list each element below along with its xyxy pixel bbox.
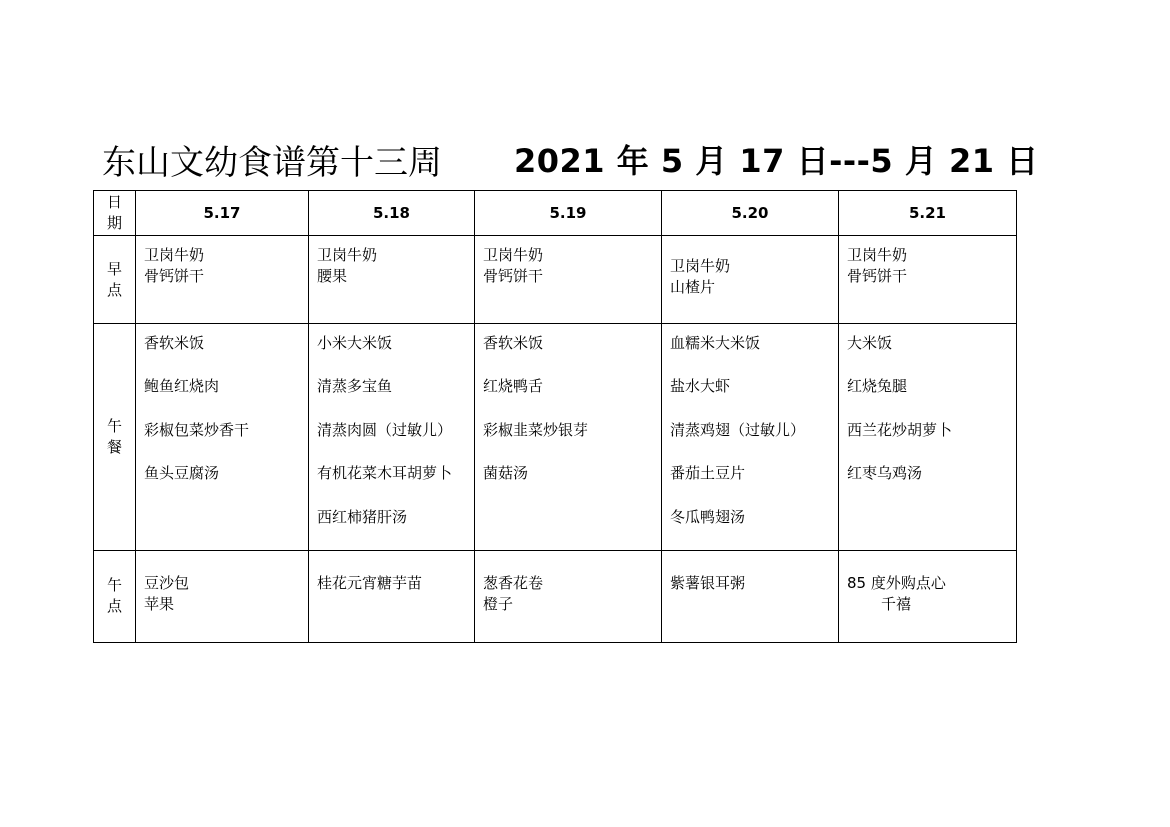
menu-item: 西兰花炒胡萝卜 (847, 420, 953, 439)
menu-item: 卫岗牛奶 (847, 246, 908, 264)
lunch-cell (136, 324, 309, 551)
menu-item: 盐水大虾 (670, 377, 731, 396)
menu-item: 橙子 (483, 594, 514, 613)
menu-item: 红烧鸭舌 (483, 377, 544, 396)
breakfast-cell (662, 236, 839, 324)
menu-item: 彩椒韭菜炒银芽 (483, 420, 589, 439)
snack-row (94, 550, 1017, 642)
date-cell: 5.19 (475, 191, 662, 236)
menu-item: 鲍鱼红烧肉 (144, 377, 220, 396)
snack-cell (475, 550, 662, 642)
menu-item: 骨钙饼干 (144, 267, 205, 285)
menu-item: 红枣乌鸡汤 (847, 464, 923, 483)
menu-item: 大米饭 (847, 334, 893, 352)
menu-item: 冬瓜鸭翅汤 (670, 507, 746, 526)
menu-item: 千禧 (881, 594, 912, 613)
row-label-snack: 午点 (94, 550, 136, 642)
lunch-cell (475, 324, 662, 551)
weekly-menu-table (93, 190, 1017, 643)
breakfast-cell (839, 236, 1017, 324)
row-label-date: 日期 (94, 191, 136, 236)
menu-item: 鱼头豆腐汤 (144, 464, 220, 483)
date-cell: 5.18 (309, 191, 475, 236)
date-cell: 5.21 (839, 191, 1017, 236)
snack-cell (662, 550, 839, 642)
menu-item: 卫岗牛奶 (483, 246, 544, 264)
snack-cell (136, 550, 309, 642)
menu-item: 血糯米大米饭 (670, 334, 761, 352)
menu-title (102, 134, 1039, 184)
menu-item: 小米大米饭 (317, 334, 393, 352)
menu-item: 香软米饭 (144, 334, 205, 352)
menu-item: 葱香花卷 (483, 573, 544, 592)
snack-cell (839, 550, 1017, 642)
menu-item: 骨钙饼干 (483, 267, 544, 285)
school-week-title: 东山文幼食谱第十三周 (102, 142, 442, 183)
date-row (94, 191, 1017, 236)
menu-item: 清蒸肉圆（过敏儿） (317, 420, 453, 439)
menu-item: 山楂片 (670, 278, 716, 296)
menu-item: 菌菇汤 (483, 464, 529, 483)
breakfast-cell (309, 236, 475, 324)
date-cell: 5.17 (136, 191, 309, 236)
menu-item: 紫薯银耳粥 (670, 573, 746, 592)
menu-item: 香软米饭 (483, 334, 544, 352)
date-range: 2021 年 5 月 17 日---5 月 21 日 (514, 142, 1039, 180)
menu-item: 腰果 (317, 267, 348, 285)
menu-item: 清蒸鸡翅（过敏儿） (670, 420, 806, 439)
snack-cell (309, 550, 475, 642)
breakfast-cell (136, 236, 309, 324)
menu-item: 卫岗牛奶 (670, 257, 731, 275)
breakfast-cell (475, 236, 662, 324)
date-cell: 5.20 (662, 191, 839, 236)
menu-item: 有机花菜木耳胡萝卜 (317, 464, 453, 483)
lunch-cell (839, 324, 1017, 551)
lunch-cell (662, 324, 839, 551)
lunch-cell (309, 324, 475, 551)
lunch-row (94, 324, 1017, 551)
menu-item: 豆沙包 (144, 573, 190, 592)
menu-item: 卫岗牛奶 (317, 246, 378, 264)
row-label-lunch: 午餐 (94, 324, 136, 551)
menu-item: 卫岗牛奶 (144, 246, 205, 264)
menu-item: 骨钙饼干 (847, 267, 908, 285)
menu-item: 桂花元宵糖芋苗 (317, 573, 423, 592)
menu-item: 85 度外购点心 (847, 573, 946, 592)
menu-item: 番茄土豆片 (670, 464, 746, 483)
breakfast-row (94, 236, 1017, 324)
row-label-breakfast: 早点 (94, 236, 136, 324)
menu-item: 红烧兔腿 (847, 377, 908, 396)
menu-item: 清蒸多宝鱼 (317, 377, 393, 396)
menu-item: 苹果 (144, 594, 175, 613)
menu-item: 彩椒包菜炒香干 (144, 420, 250, 439)
menu-item: 西红柿猪肝汤 (317, 507, 408, 526)
